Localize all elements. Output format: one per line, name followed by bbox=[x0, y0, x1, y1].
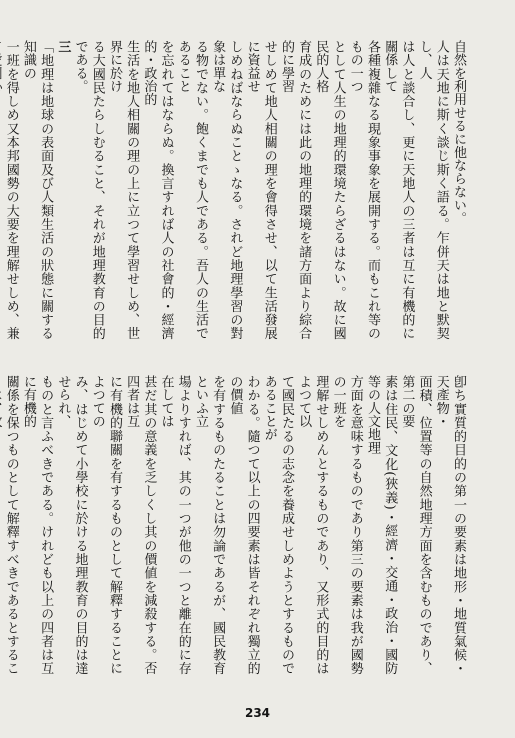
text-line: として人生の地理的環境たらざるはない。故に國民的人格 bbox=[313, 40, 346, 340]
text-line: は人と談合し、更に天地人の三者は互に有機的に關係して bbox=[382, 40, 415, 340]
text-line: み、はじめて小學校に於ける地理教育の目的は達せられ、 bbox=[55, 375, 88, 675]
text-line: 卽ち實質的目的の第一の要素は地形・地質氣候・天產物・ bbox=[433, 375, 466, 675]
text-line: 人は天地に斯く談じ斯く語る。乍併天は地と默契し、人 bbox=[416, 40, 449, 340]
text-line: ものと言ふべきである。けれども以上の四者は互に有機的 bbox=[20, 375, 54, 675]
text-line: 甚だ其の意義を乏しくし其の價値を減殺する。否四者は互 bbox=[124, 375, 157, 675]
text-line: 方面を意味するものであり第三の要素は我が國勢の一班を bbox=[330, 375, 363, 675]
text-line: 理解せしめんとするものであり、又形式的目的はよつて以 bbox=[296, 375, 329, 675]
text-line: 各種複雜なる現象事象を展開する。而もこれ等のもの一つ bbox=[347, 40, 380, 340]
text-line: 關係を保つものとして解釋すべきであるとするこ bbox=[3, 375, 19, 675]
text-line: る物でない。飽くまでも人である。吾人の生活であること bbox=[175, 40, 208, 340]
text-line: 場よりすれば、其の一つが他の一つと離在的に存在しては bbox=[158, 375, 191, 675]
text-line: しめねばならぬことゝなる。されど地理學習の對象は單な bbox=[210, 40, 243, 340]
text-line: 面積、位置等の自然地理方面を含むものであり、第二の要 bbox=[399, 375, 432, 675]
text-line: 生活を地人相關の理の上に立つて學習せしめ、世界に於け bbox=[106, 40, 140, 340]
text-line: 育成のためには此の地理的環境を諸方面より綜合的に學習 bbox=[278, 40, 312, 340]
text-line: て國民たるの志念を養成せしめようとするものであることが bbox=[261, 375, 294, 675]
text-line: 素は住民、文化(狹義)・經濟・交通・政治・國防等の人文地理 bbox=[364, 375, 398, 675]
section-heading: 三 bbox=[55, 40, 71, 57]
text-line: 自然を利用せるに他ならない。 bbox=[451, 40, 466, 225]
text-line: わかる。隨つて以上の四要素は皆それぞれ獨立的の價値 bbox=[227, 375, 260, 675]
text-line: る大國民たらしむること、それが地理教育の目的である。 bbox=[72, 40, 105, 340]
text-line: に有機的聯關を有するものとして解釋することによつての bbox=[89, 375, 122, 675]
upper-text-block bbox=[3, 40, 467, 340]
lower-text-block bbox=[3, 375, 467, 675]
text-line: 「地理は地球の表面及び人類生活の狀態に關する知識の bbox=[20, 40, 54, 340]
text-line: せしめて地人相關の理を會得させ、以て生活發展に資益せ bbox=[244, 40, 277, 340]
text-line: 一班を得しめ又本邦國勢の大要を理解せしめ、兼 bbox=[3, 40, 19, 340]
page-number: 234 bbox=[244, 706, 271, 720]
text-line: を忘れてはならぬ。換言すれば人の社會的・經濟的・政治的 bbox=[141, 40, 174, 340]
text-line: を有するものたることは勿論であるが、國民教育といふ立 bbox=[192, 375, 226, 675]
